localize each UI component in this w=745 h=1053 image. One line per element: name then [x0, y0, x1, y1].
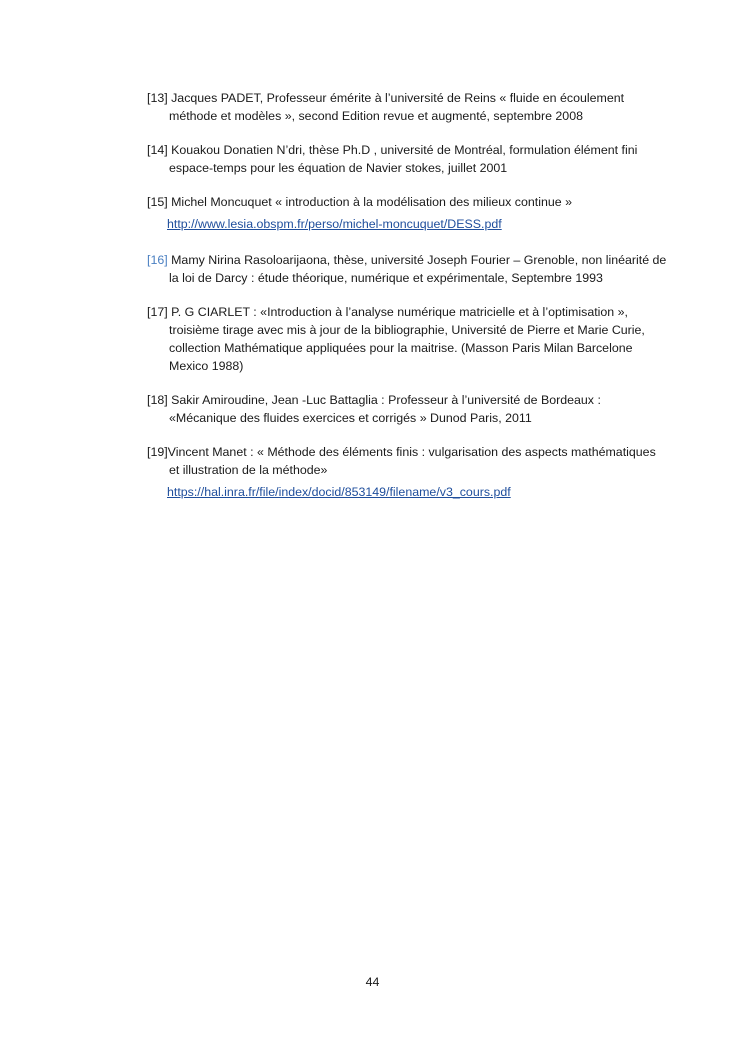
reference-number-link[interactable]: [16] [147, 253, 168, 267]
reference-text: Mamy Nirina Rasoloarijaona, thèse, université Joseph Fourier – Grenoble, non linéarité de la loi de Darcy : étude théorique, numérique et expérimentale, Septembre 1993 [167, 253, 667, 285]
reference-text: Sakir Amiroudine, Jean -Luc Battaglia : Professeur à l’université de Bordeaux : «Mécanique des fluides exercices et corrigés » Dunod Paris, 2011 [167, 393, 601, 425]
reference-text: Jacques PADET, Professeur émérite à l’université de Reins « fluide en écoulement méthode et modèles », second Edition revue et augmenté, septembre 2008 [167, 91, 625, 123]
reference-14 [147, 141, 667, 177]
page-number: 44 [365, 975, 380, 989]
reference-text: P. G CIARLET : «Introduction à l’analyse numérique matricielle et à l’optimisation », troisième tirage avec mis à jour de la bibliographie, Université de Pierre et Marie Curie, collection Mathématique appliquées pour la maitrise. (Masson Paris Milan Barcelone Mexico 1988) [167, 305, 645, 373]
reference-number: [18] [147, 393, 168, 407]
reference-17 [147, 303, 667, 375]
reference-18 [147, 391, 667, 427]
reference-16 [147, 251, 667, 287]
reference-19-url-link[interactable]: https://hal.inra.fr/file/index/docid/853149/filename/v3_cours.pdf [167, 485, 511, 499]
reference-19 [147, 443, 667, 479]
reference-list [147, 89, 667, 519]
reference-number: [15] [147, 195, 168, 209]
reference-text: Kouakou Donatien N’dri, thèse Ph.D , université de Montréal, formulation élément fini espace-temps pour les équation de Navier stokes, juillet 2001 [167, 143, 638, 175]
reference-number: [13] [147, 91, 168, 105]
reference-text: Vincent Manet : « Méthode des éléments finis : vulgarisation des aspects mathématiques et illustration de la méthode» [167, 445, 656, 477]
reference-number: [19] [147, 445, 168, 459]
reference-number: [14] [147, 143, 168, 157]
reference-15-url-link[interactable]: http://www.lesia.obspm.fr/perso/michel-moncuquet/DESS.pdf [167, 217, 502, 231]
reference-text: Michel Moncuquet « introduction à la modélisation des milieux continue » [167, 195, 572, 209]
reference-13 [147, 89, 667, 125]
reference-15 [147, 193, 667, 211]
reference-number: [17] [147, 305, 168, 319]
